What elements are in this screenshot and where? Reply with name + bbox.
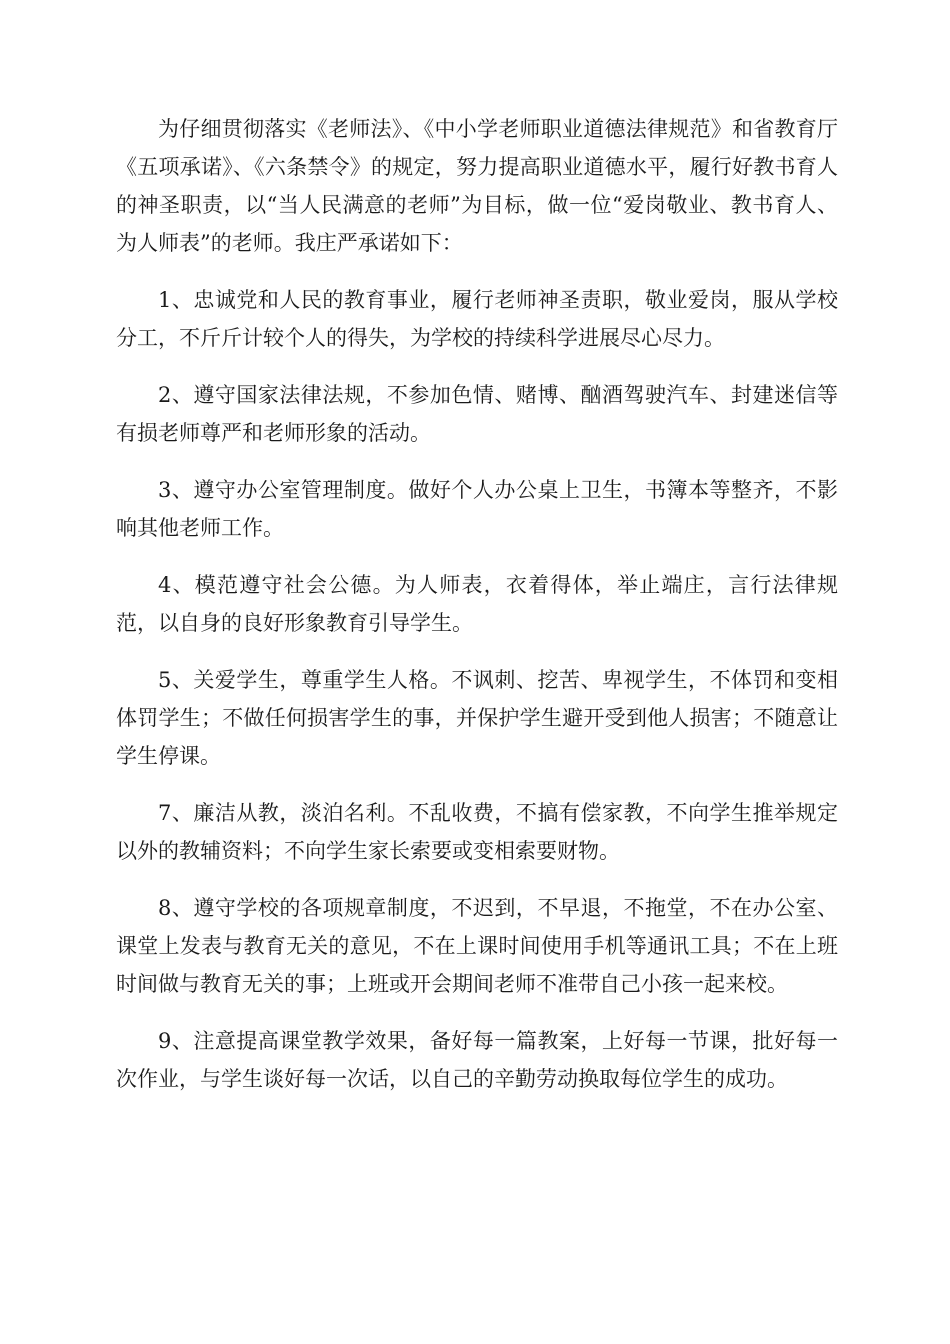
pledge-item-5: 5、关爱学生，尊重学生人格。不讽刺、挖苦、卑视学生，不体罚和变相体罚学生；不做任何损害学生的事，并保护学生避开受到他人损害；不随意让学生停课。 [116, 668, 838, 768]
document-body [116, 110, 838, 1117]
pledge-item-3: 3、遵守办公室管理制度。做好个人办公桌上卫生，书簿本等整齐，不影响其他老师工作。 [116, 478, 838, 540]
pledge-item-2: 2、遵守国家法律法规，不参加色情、赌博、酗酒驾驶汽车、封建迷信等有损老师尊严和老师形象的活动。 [116, 383, 838, 445]
intro-paragraph: 为仔细贯彻落实《老师法》、《中小学老师职业道德法律规范》和省教育厅《五项承诺》、《六条禁令》的规定，努力提高职业道德水平，履行好教书育人的神圣职责，以“当人民满意的老师”为目标，做一位“爱岗敬业、教书育人、为人师表”的老师。我庄严承诺如下： [116, 117, 838, 255]
pledge-item-9: 9、注意提高课堂教学效果，备好每一篇教案，上好每一节课，批好每一次作业，与学生谈好每一次话，以自己的辛勤劳动换取每位学生的成功。 [116, 1029, 838, 1091]
pledge-item-8: 8、遵守学校的各项规章制度，不迟到，不早退，不拖堂，不在办公室、课堂上发表与教育无关的意见，不在上课时间使用手机等通讯工具；不在上班时间做与教育无关的事；上班或开会期间老师不准带自己小孩一起来校。 [116, 896, 838, 996]
pledge-item-1: 1、忠诚党和人民的教育事业，履行老师神圣责职，敬业爱岗，服从学校分工，不斤斤计较个人的得失，为学校的持续科学进展尽心尽力。 [116, 288, 838, 350]
pledge-item-7: 7、廉洁从教，淡泊名利。不乱收费，不搞有偿家教，不向学生推举规定以外的教辅资料；不向学生家长索要或变相索要财物。 [116, 801, 838, 863]
pledge-item-4: 4、模范遵守社会公德。为人师表，衣着得体，举止端庄，言行法律规范，以自身的良好形象教育引导学生。 [116, 573, 838, 635]
